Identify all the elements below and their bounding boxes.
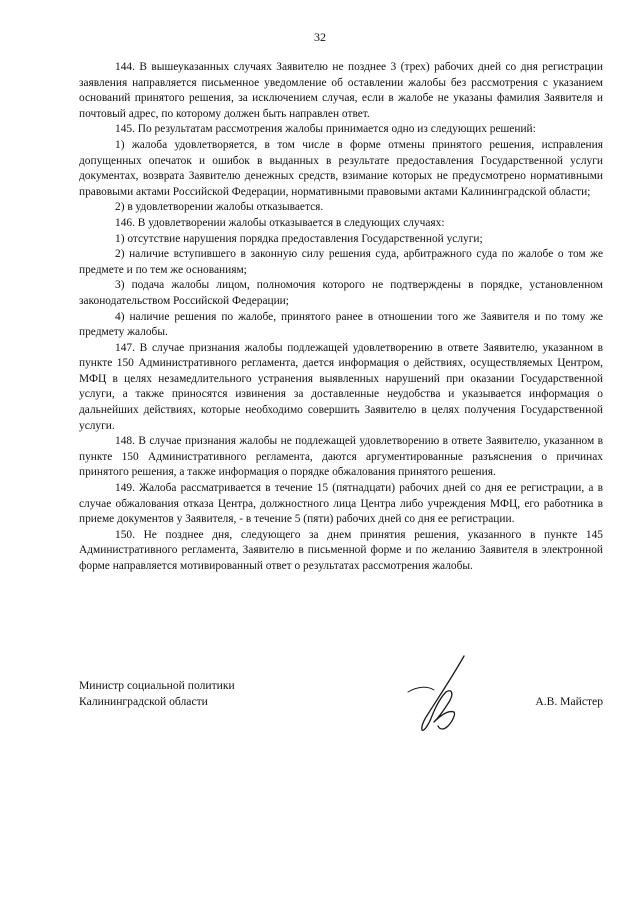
paragraph-150: 150. Не позднее дня, следующего за днем принятия решения, указанного в пункте 145 Административного регламента, Заявителю в письменной форме и по желанию Заявителя в электронной форме направляется мотивированный ответ о результатах рассмотрения жалобы. bbox=[79, 528, 603, 572]
paragraph-146-item-2: 2) наличие вступившего в законную силу решения суда, арбитражного суда по жалобе о том же предмете и по тем же основаниям; bbox=[79, 248, 603, 276]
paragraph-145-item-1: 1) жалоба удовлетворяется, в том числе в форме отмены принятого решения, исправления допущенных опечаток и ошибок в выданных в результате предоставления Государственной услуги документах, возврата Заявителю денежных средств, взимание которых не предусмотрено нормативными правовыми актами Российской Федерации, нормативными правовыми актами Калининградской области; bbox=[79, 138, 603, 198]
paragraph-149: 149. Жалоба рассматривается в течение 15 (пятнадцати) рабочих дней со дня ее регистрации, а в случае обжалования отказа Центра, должностного лица Центра либо учреждения МФЦ, его работника в приеме документов у Заявителя, - в течение 5 (пяти) рабочих дней со дня ее регистрации. bbox=[79, 482, 603, 526]
paragraph-144: 144. В вышеуказанных случаях Заявителю не позднее 3 (трех) рабочих дней со дня регистрации заявления направляется письменное уведомление об оставлении жалобы без рассмотрения с указанием оснований принятого решения, за исключением случая, если в жалобе не указаны фамилия Заявителя и почтовый адрес, по которому должен быть направлен ответ. bbox=[79, 61, 603, 120]
paragraph-146-item-1: 1) отсутствие нарушения порядка предоставления Государственной услуги; bbox=[115, 232, 483, 245]
paragraph-145-item-2: 2) в удовлетворении жалобы отказывается. bbox=[115, 201, 324, 214]
paragraph-146-item-4: 4) наличие решения по жалобе, принятого ранее в отношении того же Заявителя и по тому же предмету жалобы. bbox=[79, 310, 603, 339]
signer-name: А.В. Майстер bbox=[535, 695, 603, 708]
paragraph-148: 148. В случае признания жалобы не подлежащей удовлетворению в ответе Заявителю, указанном в пункте 150 Административного регламента, даются аргументированные разъяснения о причинах принятого решения, а также информация о порядке обжалования принятого решения. bbox=[79, 435, 603, 479]
signer-title-line-2: Калининградской области bbox=[79, 695, 208, 708]
paragraph-147: 147. В случае признания жалобы подлежащей удовлетворению в ответе Заявителю, указанном в пункте 150 Административного регламента, дается информация о действиях, осуществляемых Центром, МФЦ в целях незамедлительного устранения выявленных нарушений при оказании Государственной услуги, а также приносятся извинения за доставленные неудобства и указывается информация о дальнейших действиях, которые необходимо совершить Заявителю в целях получения Государственной услуги. bbox=[79, 341, 603, 432]
signer-title bbox=[79, 678, 235, 710]
handwritten-signature bbox=[394, 652, 484, 742]
signer-title-line-1: Министр социальной политики bbox=[79, 679, 235, 692]
document-body bbox=[79, 60, 603, 575]
signature-block bbox=[79, 678, 603, 748]
page-number: 32 bbox=[314, 30, 326, 44]
paragraph-145: 145. По результатам рассмотрения жалобы принимается одно из следующих решений: bbox=[115, 123, 536, 136]
paragraph-146-item-3: 3) подача жалобы лицом, полномочия которого не подтверждены в порядке, установленном законодательством Российской Федерации; bbox=[79, 279, 603, 307]
paragraph-146: 146. В удовлетворении жалобы отказывается в следующих случаях: bbox=[115, 216, 445, 229]
